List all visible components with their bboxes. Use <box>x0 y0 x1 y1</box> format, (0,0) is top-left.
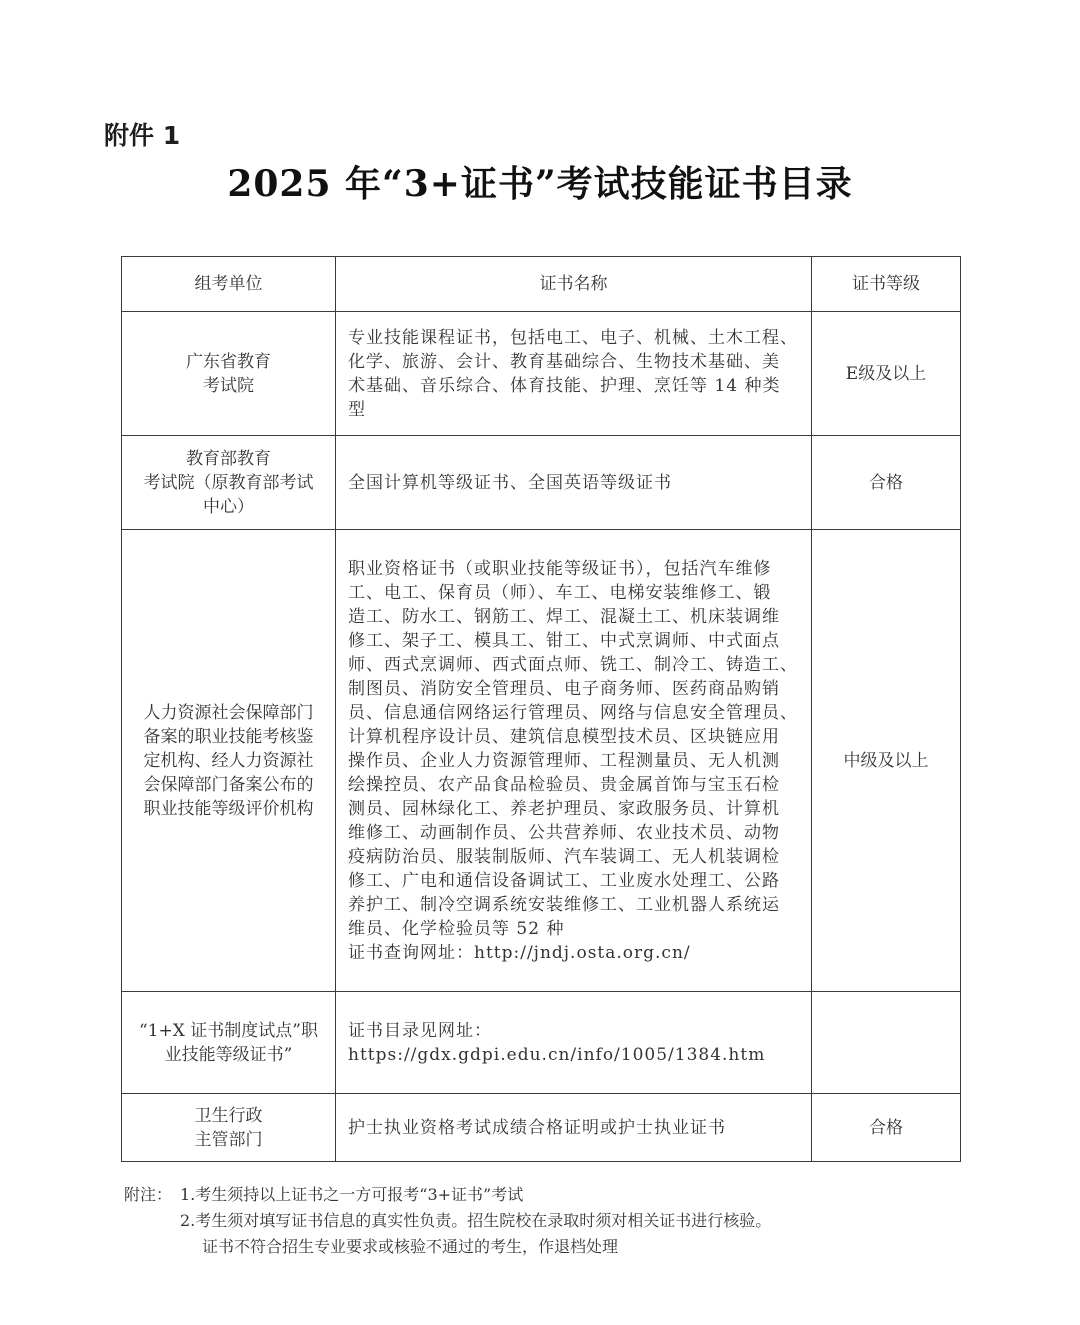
org-line: 教育部教育 <box>186 448 271 469</box>
name-line: 证书查询网址：http://jndj.osta.org.cn/ <box>348 942 691 963</box>
level-cell <box>812 992 961 1094</box>
note-item: 1.考生须持以上证书之一方可报考“3+证书”考试 <box>180 1185 524 1204</box>
name-line: https://gdx.gdpi.edu.cn/info/1005/1384.htm <box>348 1044 766 1065</box>
org-line: 定机构、经人力资源社 <box>143 750 314 771</box>
note-row <box>124 1182 771 1208</box>
org-cell <box>122 312 336 436</box>
table-header-row <box>122 257 961 312</box>
note-row <box>124 1234 771 1260</box>
name-line: 养护工、制冷空调系统安装维修工、工业机器人系统运 <box>348 894 780 915</box>
org-line: 会保障部门备案公布的 <box>143 774 314 795</box>
org-line: 考试院 <box>203 375 254 396</box>
level-cell: 合格 <box>812 436 961 530</box>
footnotes <box>124 1182 771 1260</box>
org-line: “1+X 证书制度试点”职 <box>139 1020 318 1041</box>
name-line: 疫病防治员、服装制版师、汽车装调工、无人机装调检 <box>348 846 780 867</box>
org-line: 备案的职业技能考核鉴 <box>143 726 314 747</box>
note-item: 2.考生须对填写证书信息的真实性负责。招生院校在录取时须对相关证书进行核验。 <box>180 1211 772 1230</box>
org-line: 考试院（原教育部考试 <box>143 472 314 493</box>
document-title: 2025 年“3+证书”考试技能证书目录 <box>227 163 853 205</box>
name-line: 师、西式烹调师、西式面点师、铣工、制冷工、铸造工、 <box>348 654 798 675</box>
column-header-name: 证书名称 <box>336 257 812 312</box>
org-line: 卫生行政 <box>194 1105 263 1126</box>
column-header-level: 证书等级 <box>812 257 961 312</box>
name-line: 绘操控员、农产品食品检验员、贵金属首饰与宝玉石检 <box>348 774 780 795</box>
org-line: 职业技能等级评价机构 <box>143 798 314 819</box>
name-line: 护士执业资格考试成绩合格证明或护士执业证书 <box>348 1117 726 1138</box>
org-cell <box>122 1094 336 1162</box>
name-line: 造工、防水工、钢筋工、焊工、混凝土工、机床装调维 <box>348 606 780 627</box>
name-line: 计算机程序设计员、建筑信息模型技术员、区块链应用 <box>348 726 780 747</box>
name-line: 型 <box>348 399 366 420</box>
name-line: 专业技能课程证书，包括电工、电子、机械、土木工程、 <box>348 327 798 348</box>
name-line: 员、信息通信网络运行管理员、网络与信息安全管理员、 <box>348 702 798 723</box>
name-line: 维修工、动画制作员、公共营养师、农业技术员、动物 <box>348 822 780 843</box>
name-line: 职业资格证书（或职业技能等级证书），包括汽车维修 <box>348 558 772 579</box>
name-cell <box>336 312 812 436</box>
name-cell <box>336 992 812 1094</box>
org-line: 广东省教育 <box>186 351 271 372</box>
table-row <box>122 1094 961 1162</box>
note-item: 证书不符合招生专业要求或核验不通过的考生，作退档处理 <box>202 1237 619 1256</box>
table-row <box>122 436 961 530</box>
name-line: 化学、旅游、会计、教育基础综合、生物技术基础、美 <box>348 351 780 372</box>
name-line: 证书目录见网址： <box>348 1020 492 1041</box>
org-line: 中心） <box>203 496 254 517</box>
org-line: 主管部门 <box>194 1129 263 1150</box>
certificate-catalog-table <box>121 256 961 1162</box>
org-cell <box>122 530 336 992</box>
org-cell <box>122 992 336 1094</box>
name-line: 修工、广电和通信设备调试工、工业废水处理工、公路 <box>348 870 780 891</box>
level-cell: 中级及以上 <box>812 530 961 992</box>
table-row <box>122 312 961 436</box>
name-line: 工、电工、保育员（师）、车工、电梯安装维修工、锻 <box>348 582 772 603</box>
level-cell: E级及以上 <box>812 312 961 436</box>
org-line: 人力资源社会保障部门 <box>143 702 314 723</box>
column-header-org: 组考单位 <box>122 257 336 312</box>
table-row <box>122 530 961 992</box>
name-line: 修工、架子工、模具工、钳工、中式烹调师、中式面点 <box>348 630 780 651</box>
name-line: 维员、化学检验员等 52 种 <box>348 918 565 939</box>
name-line: 全国计算机等级证书、全国英语等级证书 <box>348 472 672 493</box>
name-line: 术基础、音乐综合、体育技能、护理、烹饪等 14 种类 <box>348 375 781 396</box>
name-line: 制图员、消防安全管理员、电子商务师、医药商品购销 <box>348 678 780 699</box>
org-line: 业技能等级证书” <box>164 1044 293 1065</box>
notes-label: 附注： <box>124 1185 173 1204</box>
name-line: 操作员、企业人力资源管理师、工程测量员、无人机测 <box>348 750 780 771</box>
name-cell <box>336 1094 812 1162</box>
attachment-label: 附件 1 <box>104 121 181 150</box>
name-cell <box>336 436 812 530</box>
note-row <box>124 1208 771 1234</box>
org-cell <box>122 436 336 530</box>
level-cell: 合格 <box>812 1094 961 1162</box>
name-cell <box>336 530 812 992</box>
name-line: 测员、园林绿化工、养老护理员、家政服务员、计算机 <box>348 798 780 819</box>
table-row <box>122 992 961 1094</box>
